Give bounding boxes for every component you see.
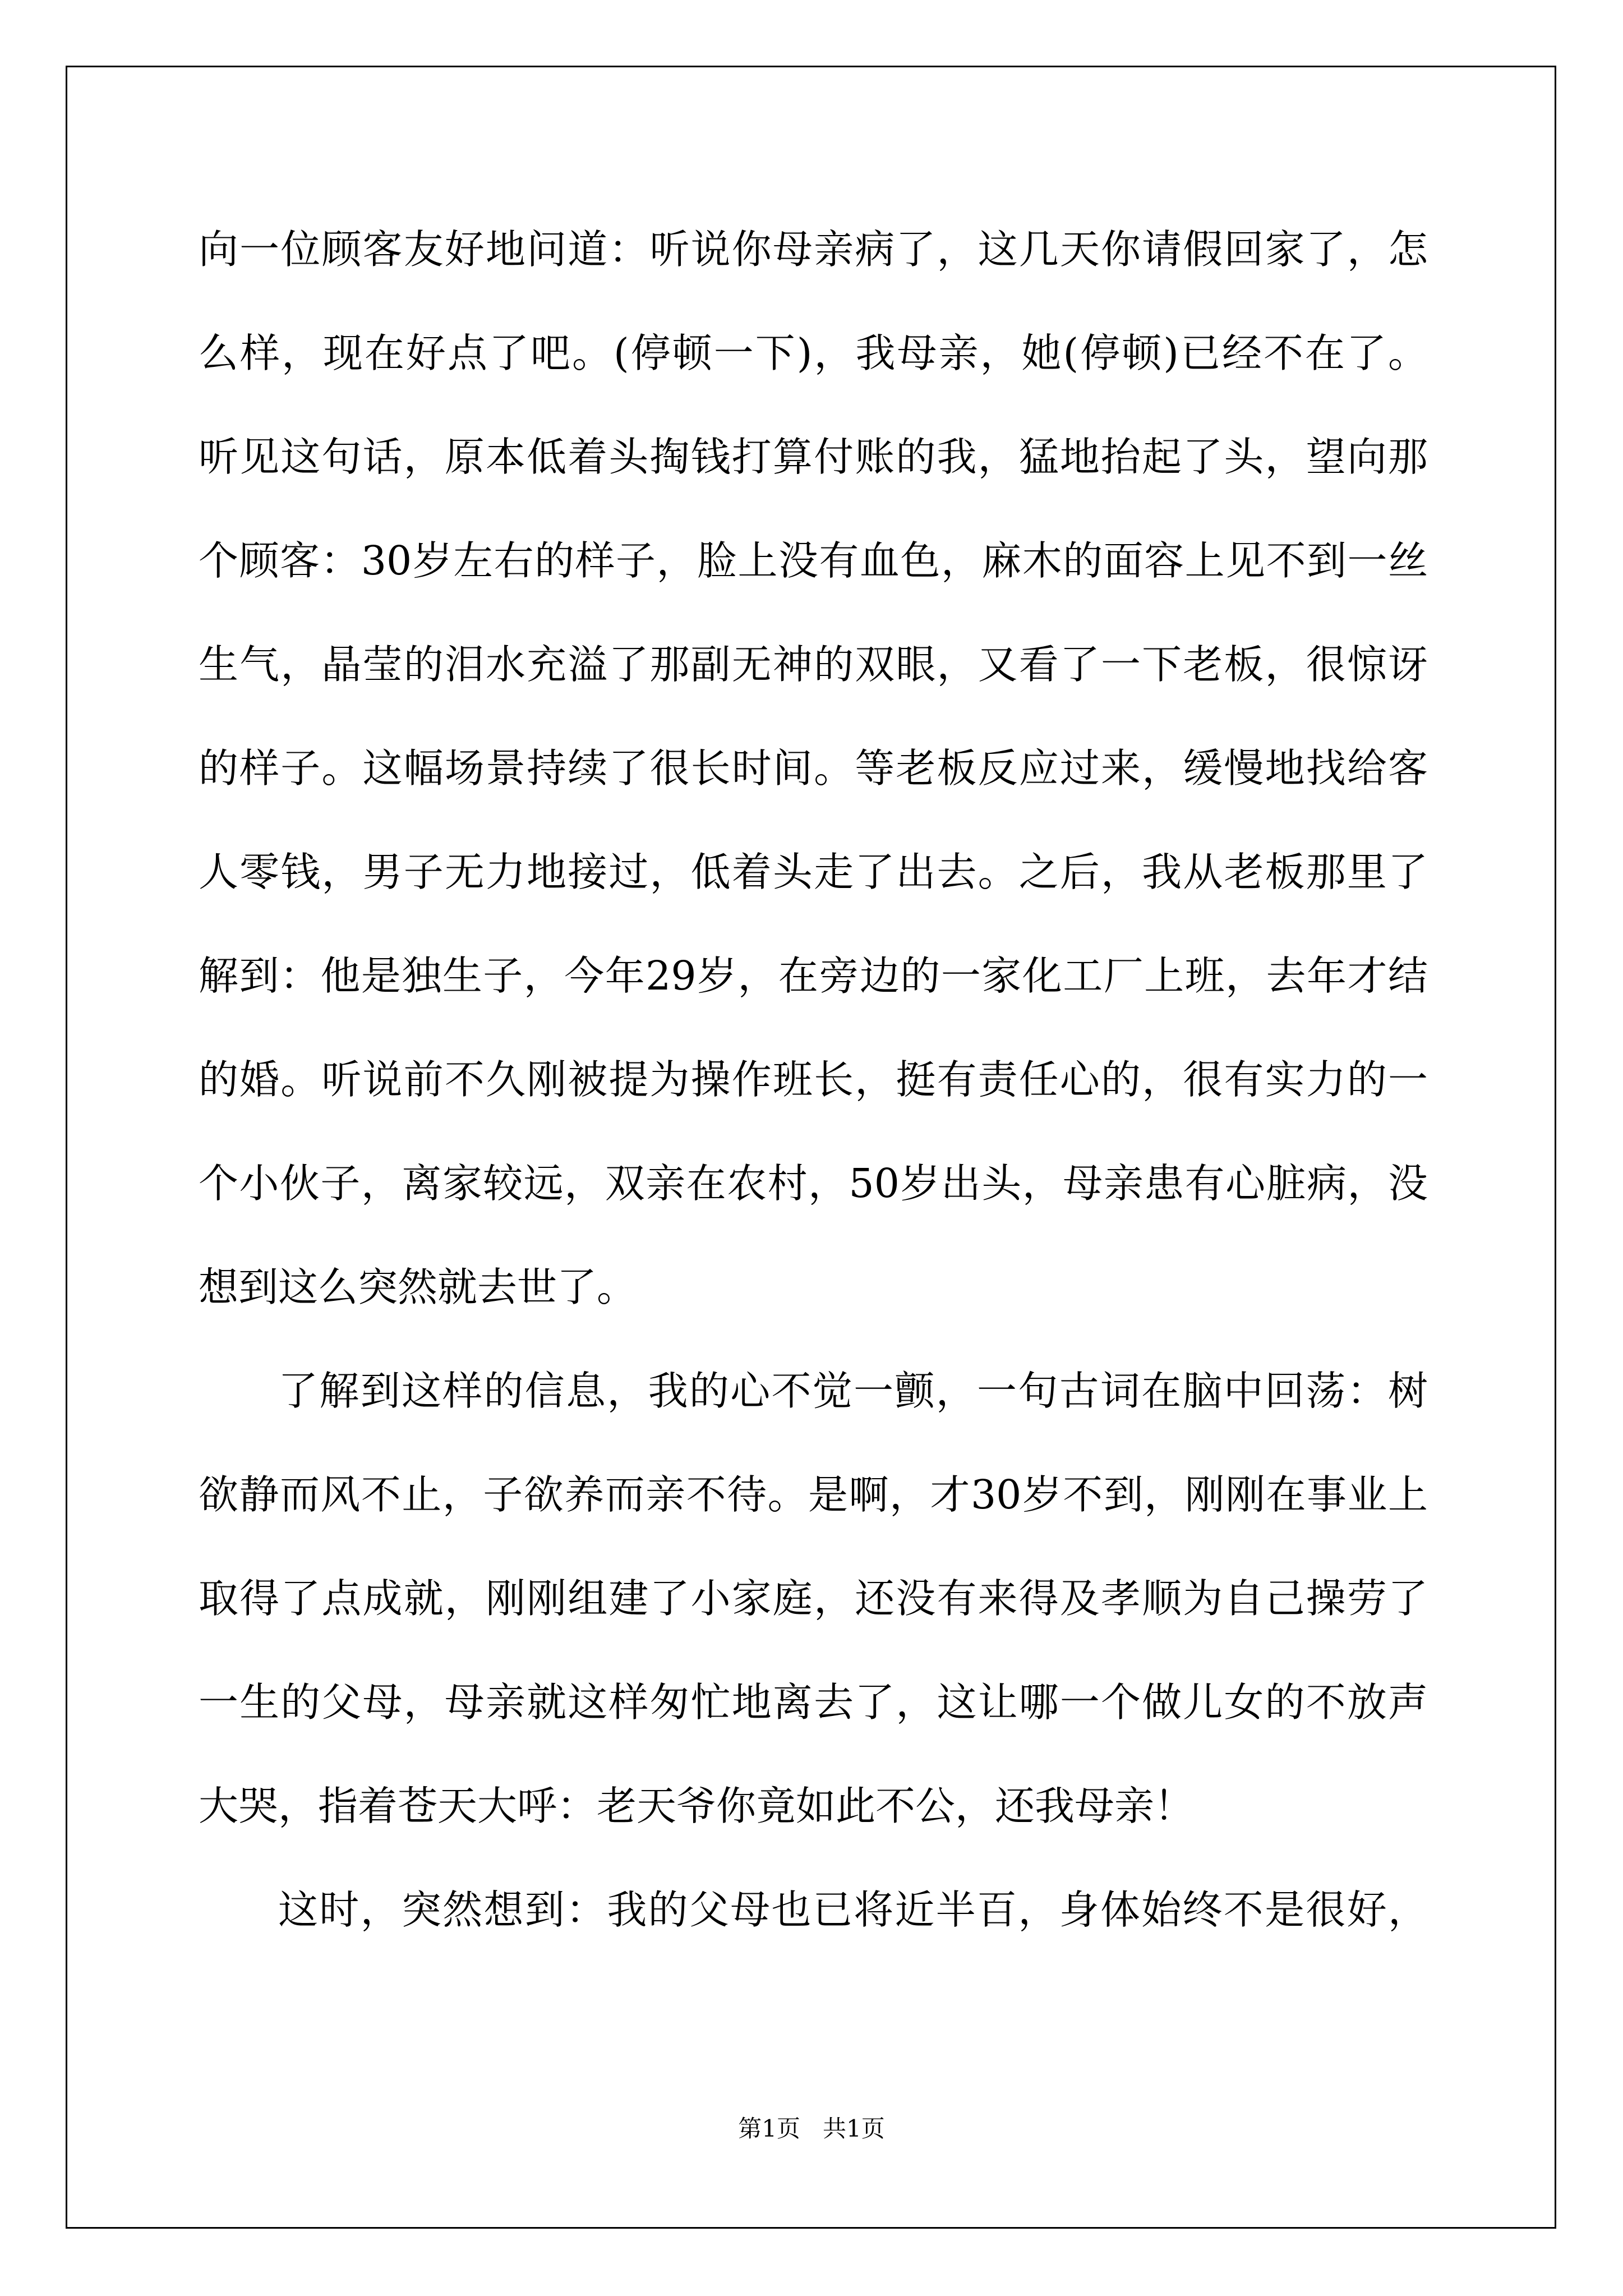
paragraph-first-line: 了解到这样的信息，我的心不觉一颤，一句古词在脑中回荡：树 [278,1368,1428,1414]
body-text-line: 想到这么突然就去世了。 [199,1264,637,1310]
body-text-line: 个小伙子，离家较远，双亲在农村，50岁出头，母亲患有心脏病，没 [199,1160,1428,1207]
paragraph-first-line: 这时，突然想到：我的父母也已将近半百，身体始终不是很好， [278,1887,1428,1933]
body-text-line: 生气，晶莹的泪水充溢了那副无神的双眼，又看了一下老板，很惊讶 [199,641,1428,688]
body-text-line: 一生的父母，母亲就这样匆忙地离去了，这让哪一个做儿女的不放声 [199,1679,1428,1726]
page-number-footer: 第1页 共1页 [738,2115,885,2142]
body-text-line: 人零钱，男子无力地接过，低着头走了出去。之后，我从老板那里了 [199,849,1428,895]
body-text-line: 取得了点成就，刚刚组建了小家庭，还没有来得及孝顺为自己操劳了 [199,1575,1428,1622]
body-text-line: 么样，现在好点了吧。(停顿一下)，我母亲，她(停顿)已经不在了。 [199,330,1428,376]
body-text-line: 向一位顾客友好地问道：听说你母亲病了，这几天你请假回家了，怎 [199,226,1428,273]
body-text-line: 欲静而风不止，子欲养而亲不待。是啊，才30岁不到，刚刚在事业上 [199,1471,1428,1518]
body-text-line: 解到：他是独生子，今年29岁，在旁边的一家化工厂上班，去年才结 [199,953,1428,999]
body-text-line: 听见这句话，原本低着头掏钱打算付账的我，猛地抬起了头，望向那 [199,434,1428,480]
body-text-line: 大哭，指着苍天大呼：老天爷你竟如此不公，还我母亲！ [199,1783,1195,1829]
body-text-line: 的样子。这幅场景持续了很长时间。等老板反应过来，缓慢地找给客 [199,745,1428,792]
body-text-line: 个顾客：30岁左右的样子，脸上没有血色，麻木的面容上见不到一丝 [199,537,1428,584]
body-text-line: 的婚。听说前不久刚被提为操作班长，挺有责任心的，很有实力的一 [199,1056,1428,1103]
